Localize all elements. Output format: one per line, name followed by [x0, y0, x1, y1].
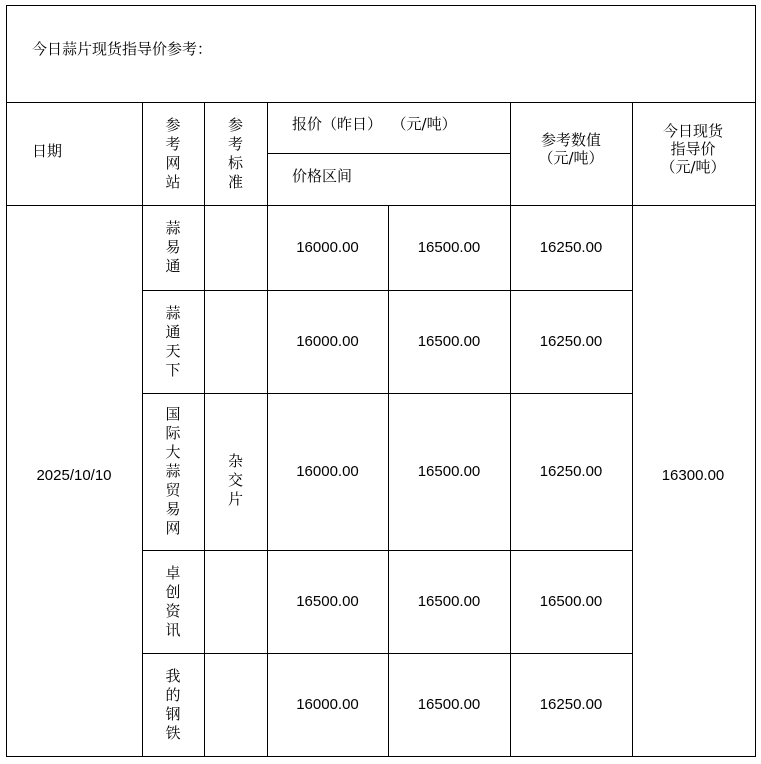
- price-high-cell: 16500.00: [417, 592, 481, 610]
- header-guide: 今日现货 指导价 （元/吨）: [660, 122, 726, 176]
- header-range: 价格区间: [292, 167, 353, 185]
- border-quote-split: [267, 153, 511, 154]
- border-left: [6, 5, 7, 757]
- header-site: 参 考 网 站: [165, 115, 181, 191]
- price-low-cell: 16000.00: [296, 695, 359, 713]
- site-cell: 蒜 通 天 下: [165, 303, 181, 379]
- border-bottom: [6, 756, 756, 757]
- guide-price-cell: 16300.00: [661, 467, 725, 484]
- standard-cell: 杂 交 片: [227, 452, 243, 508]
- header-date: 日期: [32, 142, 63, 160]
- price-low-cell: 16500.00: [296, 592, 359, 610]
- price-low-cell: 16000.00: [296, 332, 359, 350]
- ref-value-cell: 16250.00: [539, 332, 603, 350]
- price-low-cell: 16000.00: [296, 462, 359, 480]
- ref-value-cell: 16500.00: [539, 592, 603, 610]
- price-high-cell: 16500.00: [417, 695, 481, 713]
- header-quote: 报价（昨日） （元/吨）: [292, 115, 457, 133]
- border-right: [755, 5, 756, 757]
- site-cell: 国 际 大 蒜 贸 易 网: [165, 405, 181, 537]
- border-col6: [632, 102, 633, 757]
- ref-value-cell: 16250.00: [539, 695, 603, 713]
- price-high-cell: 16500.00: [417, 332, 481, 350]
- site-cell: 我 的 钢 铁: [165, 666, 181, 742]
- border-top: [6, 5, 756, 6]
- price-high-cell: 16500.00: [417, 462, 481, 480]
- site-cell: 卓 创 资 讯: [165, 563, 181, 639]
- header-standard: 参 考 标 准: [227, 115, 243, 191]
- ref-value-cell: 16250.00: [539, 238, 603, 256]
- price-high-cell: 16500.00: [417, 238, 481, 256]
- date-cell: 2025/10/10: [36, 467, 112, 484]
- ref-value-cell: 16250.00: [539, 462, 603, 480]
- price-low-cell: 16000.00: [296, 238, 359, 256]
- table-title: 今日蒜片现货指导价参考：: [32, 40, 213, 58]
- site-cell: 蒜 易 通: [165, 219, 181, 275]
- header-ref: 参考数值 （元/吨）: [538, 131, 604, 167]
- border-title-bottom: [6, 102, 756, 103]
